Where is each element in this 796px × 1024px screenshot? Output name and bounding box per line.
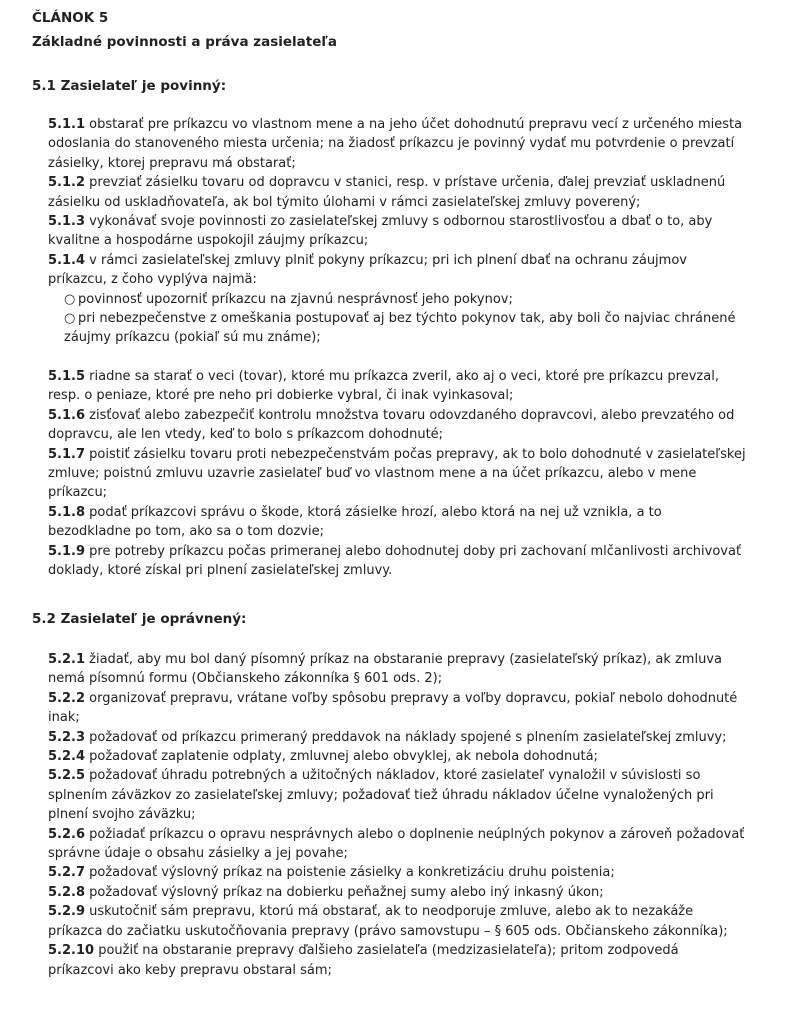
clause-text: podať príkazcovi správu o škode, ktorá zásielke hrozí, alebo ktorá na nej už vznikla, a to bezodkladne po tom, ako sa o tom dozvie; — [48, 504, 662, 540]
clause-5-1-2 — [48, 173, 748, 212]
clause-number: 5.1.7 — [48, 446, 86, 462]
clause-text: žiadať, aby mu bol daný písomný príkaz na obstaranie prepravy (zasielateľský príkaz), ak zmluva nemá písomnú formu (Občianskeho zákonníka § 601 ods. 2); — [48, 652, 722, 687]
section-5-1-clauses — [48, 115, 748, 580]
clause-text: uskutočniť sám prepravu, ktorú má obstarať, ak to neodporuje zmluve, alebo ak to nezakáže príkazca do začiatku uskutočňovania prepravy (právo samovstupu – § 605 ods. Občianskeho zákonníka); — [48, 904, 728, 939]
clause-text: požadovať od príkazcu primeraný preddavok na náklady spojené s plnením zasielateľskej zmluvy; — [85, 729, 727, 745]
clause-5-1-6 — [48, 406, 748, 445]
subitem-text: pri nebezpečenstve z omeškania postupovať aj bez týchto pokynov tak, aby boli čo najviac chránené záujmy príkazcu (pokiaľ sú mu známe); — [64, 311, 736, 346]
clause-number: 5.2.10 — [48, 943, 95, 959]
clause-5-1-1 — [48, 115, 748, 173]
clause-5-1-4 — [48, 251, 748, 290]
clause-text: organizovať prepravu, vrátane voľby spôsobu prepravy a voľby dopravcu, pokiaľ nebolo dohodnuté inak; — [48, 690, 738, 726]
clause-5-2-6 — [48, 825, 748, 864]
section-5-2-clauses — [48, 650, 748, 980]
article-label: ČLÁNOK 5 — [32, 10, 109, 26]
clause-number: 5.1.2 — [48, 175, 86, 191]
clause-5-2-5 — [48, 766, 748, 824]
clause-5-1-4-subitems — [48, 290, 748, 348]
clause-5-2-4 — [48, 747, 748, 766]
clause-number: 5.2.6 — [48, 826, 86, 842]
clause-5-1-3 — [48, 212, 748, 251]
clause-5-2-3 — [48, 728, 748, 747]
subitem-text: povinnosť upozorniť príkazcu na zjavnú nesprávnosť jeho pokynov; — [78, 291, 513, 307]
clause-text: pre potreby príkazcu počas primeranej alebo dohodnutej doby pri zachovaní mlčanlivosti archivovať doklady, ktoré získal pri plnení zasielateľskej zmluvy. — [48, 543, 742, 578]
section-heading-5-1: 5.1 Zasielateľ je povinný: — [32, 78, 227, 94]
clause-5-1-7 — [48, 445, 748, 503]
article-title: Základné povinnosti a práva zasielateľa — [32, 34, 337, 50]
clause-number: 5.1.1 — [48, 117, 86, 132]
clause-5-2-8 — [48, 883, 748, 902]
clause-5-1-5 — [48, 367, 748, 406]
paragraph-gap — [48, 348, 748, 367]
clause-5-1-9 — [48, 542, 748, 581]
circle-bullet-icon: ○ — [64, 311, 76, 327]
clause-number: 5.1.9 — [48, 543, 86, 559]
clause-text: požadovať zaplatenie odplaty, zmluvnej alebo obvyklej, ak nebola dohodnutá; — [85, 749, 598, 765]
clause-number: 5.2.4 — [48, 749, 86, 765]
clause-text: požadovať výslovný príkaz na dobierku peňažnej sumy alebo iný inkasný úkon; — [85, 884, 604, 900]
clause-text: prevziať zásielku tovaru od dopravcu v stanici, resp. v prístave určenia, ďalej prevziať uskladnenú zásielku od uskladňovateľa, ak bol týmito úlohami v rámci zasielateľskej zmluvy poverený; — [48, 175, 726, 210]
clause-text: riadne sa starať o veci (tovar), ktoré mu príkazca zveril, ako aj o veci, ktoré pre príkazcu prevzal, resp. o peniaze, ktoré pre neho pri dobierke vybral, či inak vyinkasoval; — [48, 368, 719, 404]
clause-number: 5.1.6 — [48, 407, 86, 423]
clause-number: 5.1.4 — [48, 252, 86, 268]
clause-text: požiadať príkazcu o opravu nesprávnych alebo o doplnenie neúplných pokynov a zároveň požadovať správne údaje o obsahu zásielky a jej povahe; — [48, 826, 745, 862]
clause-number: 5.1.3 — [48, 214, 86, 230]
clause-5-2-9 — [48, 902, 748, 941]
clause-number: 5.2.5 — [48, 768, 86, 784]
clause-number: 5.2.8 — [48, 884, 86, 900]
list-item — [64, 309, 748, 348]
clause-number: 5.2.3 — [48, 729, 86, 745]
clause-text: požadovať výslovný príkaz na poistenie zásielky a konkretizáciu druhu poistenia; — [85, 865, 615, 881]
clause-text: požadovať úhradu potrebných a užitočných nákladov, ktoré zasielateľ vynaložil v súvislosti so splnením záväzkov zo zasielateľskej zmluvy; požadovať tiež úhradu nákladov účelne vynaložených pri plnení svojho záväzku; — [48, 768, 714, 823]
clause-5-2-2 — [48, 689, 748, 728]
clause-text: použiť na obstaranie prepravy ďalšieho zasielateľa (medzizasielateľa); pritom zodpovedá príkazcovi ako keby prepravu obstaral sám; — [48, 943, 679, 978]
clause-number: 5.2.2 — [48, 690, 86, 706]
section-heading-5-2: 5.2 Zasielateľ je oprávnený: — [32, 611, 247, 627]
clause-text: zisťovať alebo zabezpečiť kontrolu množstva tovaru odovzdaného dopravcovi, alebo prevzatého od dopravcu, ale len vtedy, keď to bolo s príkazcom dohodnuté; — [48, 407, 735, 443]
clause-text: v rámci zasielateľskej zmluvy plniť pokyny príkazcu; pri ich plnení dbať na ochranu záujmov príkazcu, z čoho vyplýva najmä: — [48, 252, 687, 288]
list-item — [64, 290, 748, 309]
clause-5-2-7 — [48, 863, 748, 882]
clause-text: vykonávať svoje povinnosti zo zasielateľskej zmluvy s odbornou starostlivosťou a dbať o to, aby kvalitne a hospodárne uspokojil záujmy príkazcu; — [48, 214, 713, 249]
clause-number: 5.1.5 — [48, 368, 86, 384]
clause-5-2-1 — [48, 650, 748, 689]
clause-5-1-8 — [48, 503, 748, 542]
clause-number: 5.2.9 — [48, 904, 86, 920]
clause-number: 5.2.1 — [48, 652, 86, 667]
clause-number: 5.1.8 — [48, 504, 86, 520]
circle-bullet-icon: ○ — [64, 291, 76, 307]
clause-text: poistiť zásielku tovaru proti nebezpečenstvám počas prepravy, ak to bolo dohodnuté v zasielateľskej zmluve; poistnú zmluvu uzavrie zasielateľ buď vo vlastnom mene a na účet príkazcu, alebo v mene príkazcu; — [48, 446, 746, 501]
clause-text: obstarať pre príkazcu vo vlastnom mene a na jeho účet dohodnutú prepravu vecí z určeného miesta odoslania do stanoveného miesta určenia; na žiadosť príkazcu je povinný vydať mu potvrdenie o prevzatí zásielky, ktorej prepravu má obstarať; — [48, 117, 743, 171]
clause-number: 5.2.7 — [48, 865, 86, 881]
clause-5-2-10 — [48, 941, 748, 980]
